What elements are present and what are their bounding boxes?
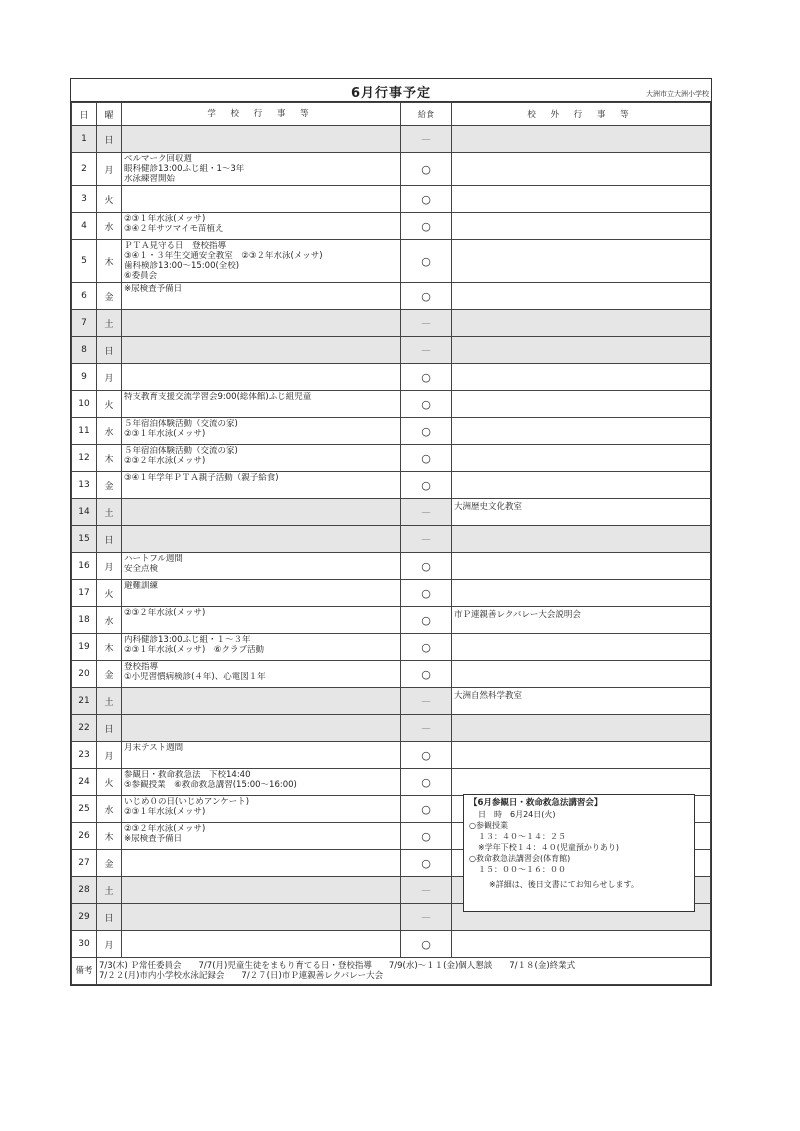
school-event-line: ②③１年水泳(メッサ) xyxy=(124,429,206,439)
day-cell: 4 xyxy=(72,213,97,240)
schedule-row xyxy=(72,310,711,337)
school-event-line: 参観日・救命救急法 下校14:40 xyxy=(124,770,251,780)
outside-events-cell: 大洲自然科学教室 xyxy=(452,688,711,715)
notes-label: 備考 xyxy=(72,958,97,985)
schedule-row xyxy=(72,526,711,553)
day-cell: 18 xyxy=(72,607,97,634)
school-event-line: ハートフル週間 xyxy=(124,554,183,564)
lunch-cell: ○ xyxy=(401,445,452,472)
school-events-cell xyxy=(122,877,401,904)
lunch-cell: ○ xyxy=(401,931,452,958)
school-events-cell xyxy=(122,742,401,769)
school-event-line: 内科健診13:00ふじ組・１～３年 xyxy=(124,635,251,645)
outside-events-cell xyxy=(452,364,711,391)
school-event-line: ５年宿泊体験活動（交流の家) xyxy=(124,446,238,456)
day-cell: 13 xyxy=(72,472,97,499)
schedule-row xyxy=(72,634,711,661)
weekday-cell: 月 xyxy=(97,742,122,769)
school-events-cell xyxy=(122,661,401,688)
outside-events-cell xyxy=(452,715,711,742)
school-event-line: ベルマーク回収週 xyxy=(124,154,193,164)
outside-events-cell xyxy=(452,580,711,607)
title-bar xyxy=(71,79,711,102)
weekday-cell: 土 xyxy=(97,877,122,904)
weekday-cell: 金 xyxy=(97,661,122,688)
lunch-cell: － xyxy=(401,688,452,715)
outside-events-cell xyxy=(452,931,711,958)
school-event-line: ５年宿泊体験活動（交流の家) xyxy=(124,419,238,429)
day-cell: 25 xyxy=(72,796,97,823)
school-events-cell xyxy=(122,769,401,796)
school-event-line: ②③１年水泳(メッサ) xyxy=(124,807,206,817)
weekday-cell: 木 xyxy=(97,240,122,283)
schedule-row xyxy=(72,364,711,391)
outside-events-cell xyxy=(452,634,711,661)
weekday-cell: 日 xyxy=(97,126,122,153)
school-events-cell xyxy=(122,634,401,661)
lunch-cell: ○ xyxy=(401,186,452,213)
school-event-line: 安全点検 xyxy=(124,564,159,574)
schedule-row xyxy=(72,661,711,688)
schedule-row xyxy=(72,931,711,958)
school-event-line: ⑤参観授業 ⑥救命救急講習(15:00～16:00) xyxy=(124,780,297,790)
schedule-row xyxy=(72,607,711,634)
school-event-line: ①小児習慣病検診(４年)、心電図１年 xyxy=(124,672,266,682)
schedule-row xyxy=(72,580,711,607)
school-events-cell xyxy=(122,337,401,364)
outside-events-cell xyxy=(452,661,711,688)
lunch-cell: － xyxy=(401,310,452,337)
outside-events-cell: 市Ｐ連親善レクバレー大会説明会 xyxy=(452,607,711,634)
lunch-cell: ○ xyxy=(401,769,452,796)
outside-events-cell xyxy=(452,472,711,499)
weekday-cell: 月 xyxy=(97,364,122,391)
lunch-cell: ○ xyxy=(401,607,452,634)
school-event-line: ②③１年水泳(メッサ) ⑥クラブ活動 xyxy=(124,645,264,655)
lunch-cell: ○ xyxy=(401,472,452,499)
school-events-cell xyxy=(122,553,401,580)
lunch-cell: － xyxy=(401,715,452,742)
outside-events-cell xyxy=(452,553,711,580)
weekday-cell: 金 xyxy=(97,283,122,310)
school-events-cell xyxy=(122,823,401,850)
lunch-cell: ○ xyxy=(401,391,452,418)
outside-events-cell xyxy=(452,310,711,337)
weekday-cell: 金 xyxy=(97,472,122,499)
lunch-cell: ○ xyxy=(401,580,452,607)
school-events-cell xyxy=(122,186,401,213)
school-events-cell xyxy=(122,240,401,283)
schedule-row xyxy=(72,337,711,364)
lunch-cell: ○ xyxy=(401,364,452,391)
outside-events-cell xyxy=(452,126,711,153)
header-day: 日 xyxy=(72,103,97,126)
day-cell: 19 xyxy=(72,634,97,661)
outside-events-cell xyxy=(452,337,711,364)
schedule-row xyxy=(72,472,711,499)
lunch-cell: ○ xyxy=(401,153,452,186)
day-cell: 20 xyxy=(72,661,97,688)
day-cell: 26 xyxy=(72,823,97,850)
school-events-cell xyxy=(122,904,401,931)
school-event-line: ③④１年学年ＰＴＡ親子活動（親子給食) xyxy=(124,473,279,483)
school-event-line: ⑥委員会 xyxy=(124,271,158,281)
school-event-line: 歯科検診13:00～15:00(全校) xyxy=(124,261,240,271)
day-cell: 7 xyxy=(72,310,97,337)
weekday-cell: 土 xyxy=(97,310,122,337)
outside-events-cell xyxy=(452,213,711,240)
school-events-cell xyxy=(122,445,401,472)
notice-line: ○救命救急法講習会(体育館) xyxy=(469,854,571,863)
weekday-cell: 日 xyxy=(97,526,122,553)
school-events-cell xyxy=(122,850,401,877)
day-cell: 6 xyxy=(72,283,97,310)
outside-events-cell xyxy=(452,769,711,796)
schedule-row xyxy=(72,213,711,240)
school-events-cell xyxy=(122,418,401,445)
day-cell: 5 xyxy=(72,240,97,283)
day-cell: 16 xyxy=(72,553,97,580)
school-event-line: 登校指導 xyxy=(124,662,159,672)
school-event-line: 避難訓練 xyxy=(124,581,159,591)
header-weekday: 曜 xyxy=(97,103,122,126)
school-events-cell xyxy=(122,796,401,823)
schedule-row xyxy=(72,418,711,445)
weekday-cell: 土 xyxy=(97,688,122,715)
school-event-line: ②③１年水泳(メッサ) xyxy=(124,214,206,224)
school-events-cell xyxy=(122,126,401,153)
day-cell: 24 xyxy=(72,769,97,796)
notes-line-2: 7/２２(月)市内小学校水泳記録会 7/２７(日)市Ｐ連親善レクバレー大会 xyxy=(99,971,384,981)
lunch-cell: ○ xyxy=(401,553,452,580)
page-title: 6月行事予定 xyxy=(350,86,432,101)
lunch-cell: － xyxy=(401,499,452,526)
lunch-cell: ○ xyxy=(401,634,452,661)
notes-row xyxy=(72,958,711,985)
school-events-cell xyxy=(122,931,401,958)
lunch-cell: ○ xyxy=(401,823,452,850)
outside-events-cell xyxy=(452,186,711,213)
lunch-cell: ○ xyxy=(401,213,452,240)
day-cell: 27 xyxy=(72,850,97,877)
school-events-cell xyxy=(122,607,401,634)
day-cell: 21 xyxy=(72,688,97,715)
day-cell: 8 xyxy=(72,337,97,364)
weekday-cell: 月 xyxy=(97,153,122,186)
schedule-row xyxy=(72,499,711,526)
school-events-cell xyxy=(122,364,401,391)
notice-line: １３：４０～１４：２５ xyxy=(478,832,566,841)
school-event-line: ※尿検査予備日 xyxy=(124,834,183,844)
school-events-cell xyxy=(122,499,401,526)
notes-content xyxy=(97,958,711,985)
outside-events-cell xyxy=(452,153,711,186)
school-events-cell xyxy=(122,213,401,240)
weekday-cell: 水 xyxy=(97,796,122,823)
notice-title: 【6月参観日・救命救急法講習会】 xyxy=(469,798,603,808)
lunch-cell: ○ xyxy=(401,850,452,877)
weekday-cell: 木 xyxy=(97,823,122,850)
outside-events-cell xyxy=(452,283,711,310)
day-cell: 12 xyxy=(72,445,97,472)
schedule-row xyxy=(72,283,711,310)
school-event-line: ②③２年水泳(メッサ) xyxy=(124,456,206,466)
weekday-cell: 火 xyxy=(97,580,122,607)
school-events-cell xyxy=(122,526,401,553)
day-cell: 10 xyxy=(72,391,97,418)
school-event-line: いじめ０の日(いじめアンケート) xyxy=(124,797,250,807)
day-cell: 15 xyxy=(72,526,97,553)
day-cell: 1 xyxy=(72,126,97,153)
school-events-cell xyxy=(122,472,401,499)
weekday-cell: 火 xyxy=(97,186,122,213)
school-event-line: 眼科健診13:00ふじ組・1～3年 xyxy=(124,164,245,174)
school-events-cell xyxy=(122,310,401,337)
day-cell: 3 xyxy=(72,186,97,213)
schedule-row xyxy=(72,240,711,283)
header-outside-events: 校 外 行 事 等 xyxy=(452,103,711,126)
school-events-cell xyxy=(122,580,401,607)
lunch-cell: ○ xyxy=(401,283,452,310)
weekday-cell: 日 xyxy=(97,904,122,931)
day-cell: 22 xyxy=(72,715,97,742)
school-events-cell xyxy=(122,153,401,186)
day-cell: 14 xyxy=(72,499,97,526)
lunch-cell: ○ xyxy=(401,240,452,283)
notice-line: １５：００～１６：００ xyxy=(478,865,566,874)
day-cell: 17 xyxy=(72,580,97,607)
outside-events-cell: 大洲歴史文化教室 xyxy=(452,499,711,526)
weekday-cell: 月 xyxy=(97,931,122,958)
weekday-cell: 水 xyxy=(97,418,122,445)
day-cell: 28 xyxy=(72,877,97,904)
day-cell: 29 xyxy=(72,904,97,931)
schedule-row xyxy=(72,445,711,472)
school-event-line: ＰＴＡ見守る日 登校指導 xyxy=(124,241,227,251)
weekday-cell: 木 xyxy=(97,634,122,661)
lunch-cell: ○ xyxy=(401,796,452,823)
weekday-cell: 火 xyxy=(97,391,122,418)
weekday-cell: 金 xyxy=(97,850,122,877)
notice-box xyxy=(463,794,695,912)
weekday-cell: 日 xyxy=(97,715,122,742)
outside-events-cell xyxy=(452,391,711,418)
day-cell: 2 xyxy=(72,153,97,186)
outside-events-cell xyxy=(452,240,711,283)
weekday-cell: 月 xyxy=(97,553,122,580)
notice-line: ○参観授業 xyxy=(469,821,508,830)
day-cell: 9 xyxy=(72,364,97,391)
lunch-cell: － xyxy=(401,904,452,931)
school-events-cell xyxy=(122,688,401,715)
day-cell: 11 xyxy=(72,418,97,445)
school-event-line: ③④２年サツマイモ苗植え xyxy=(124,224,224,234)
notice-line: 日 時 6月24日(火) xyxy=(478,810,556,819)
lunch-cell: － xyxy=(401,337,452,364)
schedule-row xyxy=(72,391,711,418)
lunch-cell: － xyxy=(401,126,452,153)
schedule-row xyxy=(72,186,711,213)
school-event-line: ②③２年水泳(メッサ) xyxy=(124,608,206,618)
lunch-cell: － xyxy=(401,526,452,553)
day-cell: 23 xyxy=(72,742,97,769)
schedule-row xyxy=(72,769,711,796)
lunch-cell: ○ xyxy=(401,661,452,688)
schedule-row xyxy=(72,153,711,186)
school-event-line: ③④１・３年生交通安全教室 ②③２年水泳(メッサ) xyxy=(124,251,323,261)
schedule-row xyxy=(72,715,711,742)
school-event-line: ※尿検査予備日 xyxy=(124,284,183,294)
outside-events-cell xyxy=(452,418,711,445)
weekday-cell: 水 xyxy=(97,213,122,240)
day-cell: 30 xyxy=(72,931,97,958)
school-name: 大洲市立大洲小学校 xyxy=(646,90,709,98)
weekday-cell: 日 xyxy=(97,337,122,364)
weekday-cell: 土 xyxy=(97,499,122,526)
school-event-line: ②③２年水泳(メッサ) xyxy=(124,824,206,834)
lunch-cell: ○ xyxy=(401,418,452,445)
school-event-line: 特支教育支援交流学習会9:00(総体館)ふじ組児童 xyxy=(124,392,312,402)
school-events-cell xyxy=(122,283,401,310)
weekday-cell: 水 xyxy=(97,607,122,634)
schedule-row xyxy=(72,126,711,153)
weekday-cell: 木 xyxy=(97,445,122,472)
outside-events-cell xyxy=(452,526,711,553)
schedule-row xyxy=(72,688,711,715)
lunch-cell: ○ xyxy=(401,742,452,769)
header-lunch: 給食 xyxy=(401,103,452,126)
notes-line-1: 7/3(木) Ｐ常任委員会 7/7(月)児童生徒をまもり育てる日・登校指導 7/9(水)～１１(金)個人懇談 7/１８(金)終業式 xyxy=(99,961,576,971)
school-events-cell xyxy=(122,391,401,418)
school-event-line: 水泳練習開始 xyxy=(124,174,176,184)
school-events-cell xyxy=(122,715,401,742)
lunch-cell: － xyxy=(401,877,452,904)
outside-events-cell xyxy=(452,742,711,769)
notice-line: ※詳細は、後日文書にてお知らせします。 xyxy=(489,880,639,889)
school-event-line: 月末テスト週間 xyxy=(124,743,184,753)
outside-events-cell xyxy=(452,445,711,472)
schedule-row xyxy=(72,742,711,769)
notice-line: ※学年下校１４：４０(児童預かりあり) xyxy=(478,843,619,852)
weekday-cell: 火 xyxy=(97,769,122,796)
header-school-events: 学 校 行 事 等 xyxy=(122,103,401,126)
schedule-row xyxy=(72,553,711,580)
